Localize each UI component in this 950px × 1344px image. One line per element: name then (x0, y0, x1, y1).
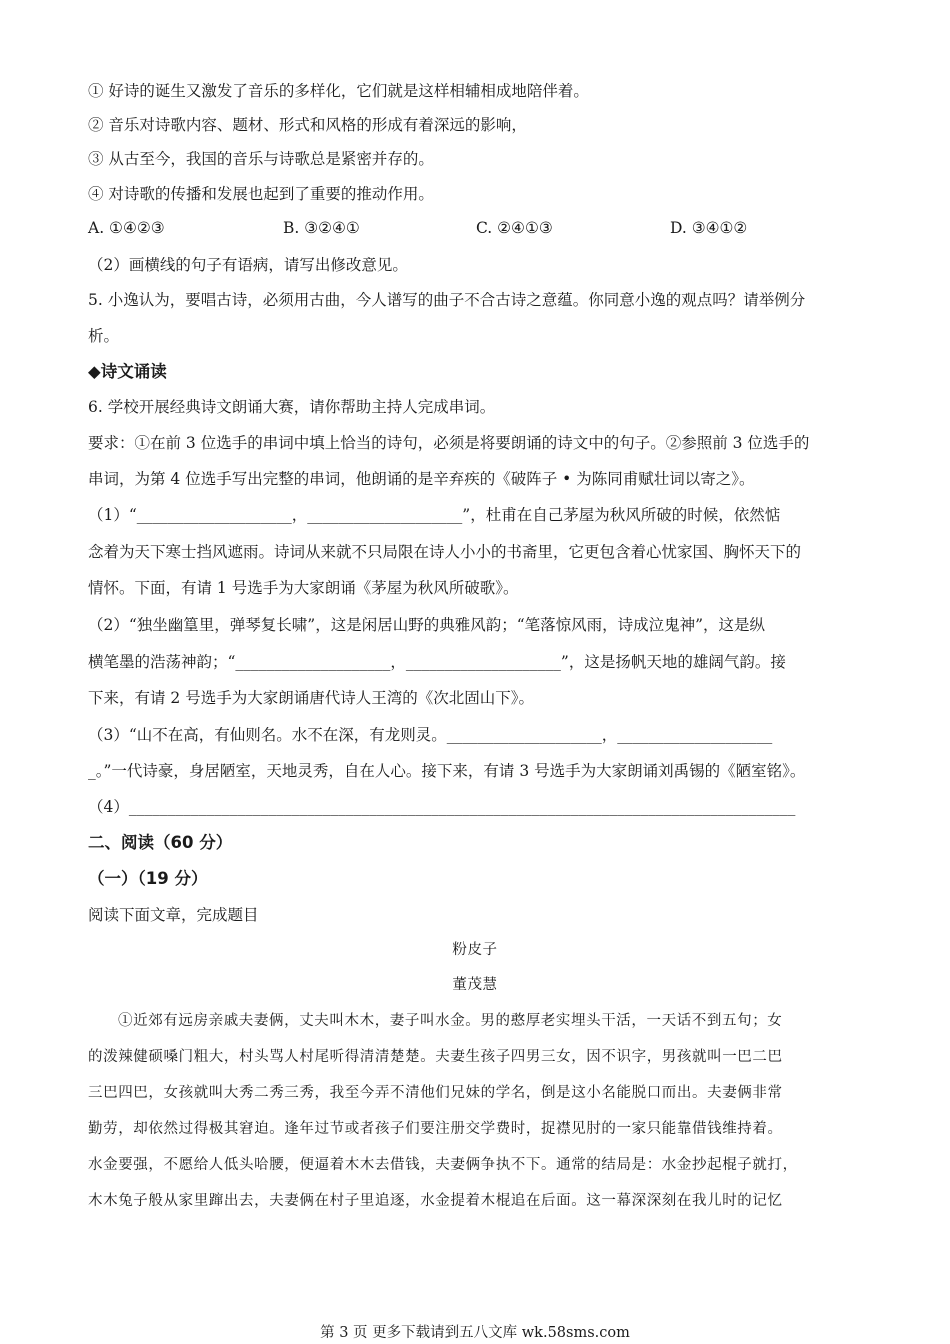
article-paragraph-line: ①近郊有远房亲戚夫妻俩，丈夫叫木木，妻子叫水金。男的憨厚老实埋头干活，一天话不到五句；女 (118, 1013, 783, 1029)
question-6-part-2-line-1: （2）“独坐幽篁里，弹琴复长啸”，这是闲居山野的典雅风韵；“笔落惊风雨，诗成泣鬼神”，这是纵 (88, 616, 766, 634)
option-b: B. ③②④① (283, 219, 360, 237)
question-6-part-3-line-1: （3）“山不在高，有仙则名。水不在深，有龙则灵。____________________，____________________ (88, 726, 773, 744)
section-heading-reading: 二、阅读（60 分） (88, 833, 233, 852)
option-d: D. ③④①② (670, 219, 748, 237)
article-paragraph-line: 的泼辣健硕嗓门粗大，村头骂人村尾听得清清楚楚。夫妻生孩子四男三女，因不识字，男孩就叫一巴二巴 (88, 1049, 783, 1065)
question-6-part-2-line-3: 下来，有请 2 号选手为大家朗诵唐代诗人王湾的《次北固山下》。 (88, 689, 534, 707)
question-6-requirement-1: 要求：①在前 3 位选手的串词中填上恰当的诗句，必须是将要朗诵的诗文中的句子。②参照前 3 位选手的 (88, 434, 810, 452)
ordering-sentence-2: ② 音乐对诗歌内容、题材、形式和风格的形成有着深远的影响， (88, 116, 527, 134)
question-6-part-1-line-1: （1）“____________________，____________________”，杜甫在自己茅屋为秋风所破的时候，依然惦 (88, 506, 781, 524)
question-6-part-2-line-2: 横笔墨的浩荡神韵；“____________________，____________________”，这是扬帆天地的雄阔气韵。接 (88, 653, 786, 671)
question-6-part-4: （4）______________________________________________________________________________________ (88, 798, 796, 816)
question-5-line-1: 5. 小逸认为，要唱古诗，必须用古曲，今人谱写的曲子不合古诗之意蕴。你同意小逸的观点吗？请举例分 (88, 291, 806, 309)
question-6-part-1-line-2: 念着为天下寒士挡风遮雨。诗词从来就不只局限在诗人小小的书斋里，它更包含着心忧家国、胸怀天下的 (88, 543, 802, 561)
ordering-sentence-1: ① 好诗的诞生又激发了音乐的多样化，它们就是这样相辅相成地陪伴着。 (88, 82, 589, 100)
article-title: 粉皮子 (452, 942, 498, 958)
question-4-part-2: （2）画横线的句子有语病，请写出修改意见。 (88, 256, 408, 274)
option-a: A. ①④②③ (88, 219, 165, 237)
article-paragraph-line: 木木兔子般从家里蹿出去，夫妻俩在村子里追逐，水金提着木棍追在后面。这一幕深深刻在我儿时的记忆 (88, 1193, 783, 1209)
question-6-part-1-line-3: 情怀。下面，有请 1 号选手为大家朗诵《茅屋为秋风所破歌》。 (88, 579, 519, 597)
article-paragraph-line: 水金要强，不愿给人低头哈腰，便逼着木木去借钱，夫妻俩争执不下。通常的结局是：水金抄起棍子就打， (88, 1157, 798, 1173)
question-5-line-2: 析。 (88, 327, 120, 345)
article-paragraph-line: 勤劳，却依然过得极其窘迫。逢年过节或者孩子们要注册交学费时，捉襟见肘的一家只能靠借钱维持着。 (88, 1121, 783, 1137)
section-heading-recite: ◆诗文诵读 (88, 362, 167, 381)
ordering-sentence-4: ④ 对诗歌的传播和发展也起到了重要的推动作用。 (88, 185, 434, 203)
question-6-intro: 6. 学校开展经典诗文朗诵大赛，请你帮助主持人完成串词。 (88, 398, 496, 416)
question-6-requirement-2: 串词，为第 4 位选手写出完整的串词，他朗诵的是辛弃疾的《破阵子 • 为陈同甫赋壮词以寄之》。 (88, 470, 755, 488)
option-c: C. ②④①③ (476, 219, 553, 237)
question-6-part-3-line-2: _。”一代诗豪，身居陋室，天地灵秀，自在人心。接下来，有请 3 号选手为大家朗诵刘禹锡的《陋室铭》。 (88, 762, 806, 780)
reading-instruction: 阅读下面文章，完成题目 (88, 906, 259, 924)
article-author: 董茂慧 (452, 977, 498, 993)
page-footer: 第 3 页 更多下载请到五八文库 wk.58sms.com (320, 1325, 630, 1341)
ordering-sentence-3: ③ 从古至今，我国的音乐与诗歌总是紧密并存的。 (88, 150, 434, 168)
article-paragraph-line: 三巴四巴，女孩就叫大秀二秀三秀，我至今弄不清他们兄妹的学名，倒是这小名能脱口而出。夫妻俩非常 (88, 1085, 783, 1101)
subsection-heading: （一）（19 分） (88, 869, 208, 888)
